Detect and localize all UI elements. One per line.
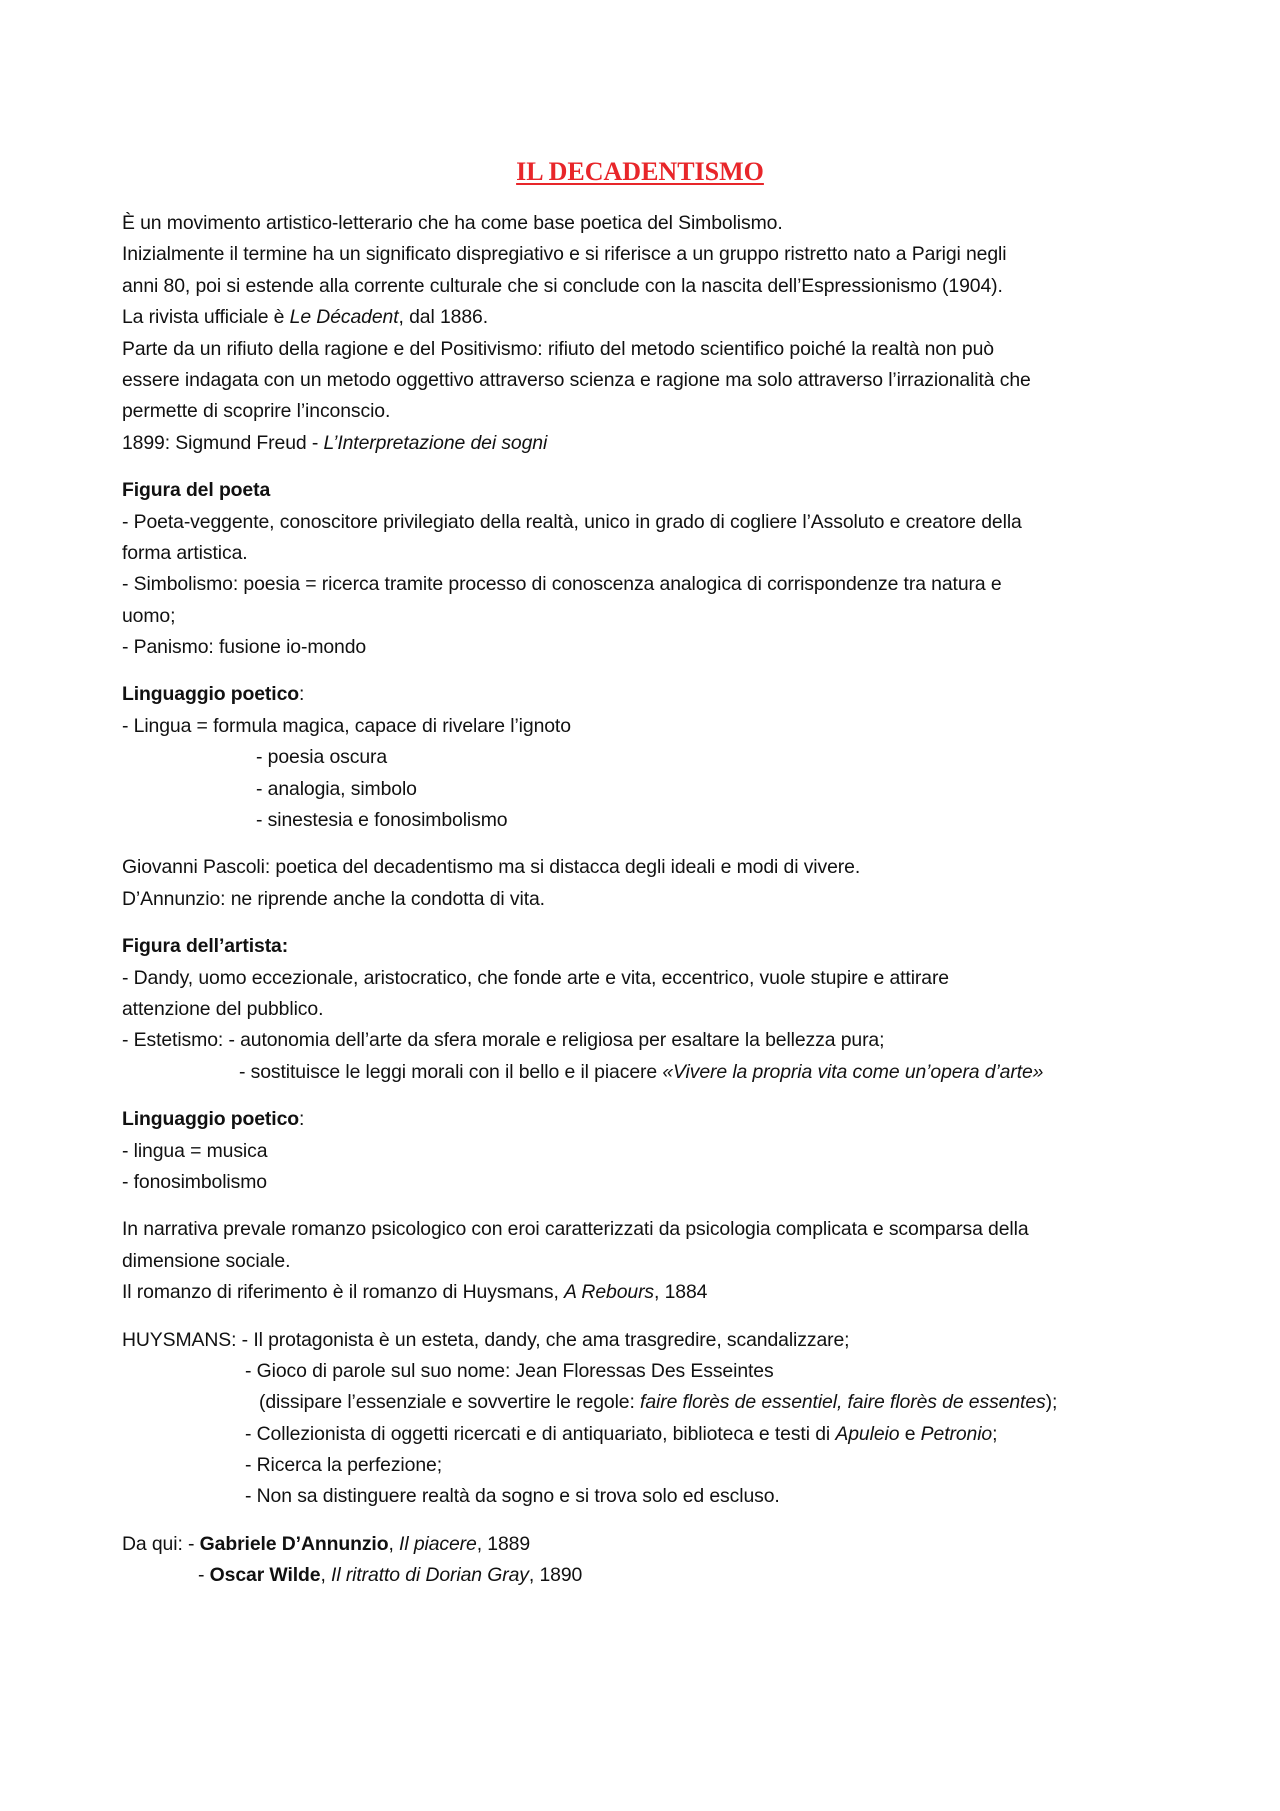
list-item: forma artistica. (122, 541, 248, 564)
text-span: , 1884 (654, 1281, 708, 1304)
author-name: Gabriele D’Annunzio (199, 1532, 389, 1555)
paragraph-line: Giovanni Pascoli: poetica del decadentismo ma si distacca degli ideali e modi di vivere. (122, 856, 861, 879)
heading-colon: : (299, 683, 305, 706)
list-item (122, 1529, 1202, 1560)
text-span: , (388, 1532, 400, 1555)
paragraph-line: Parte da un rifiuto della ragione e del Positivismo: rifiuto del metodo scientifico poiché la realtà non può (122, 337, 994, 360)
list-item: - Gioco di parole sul suo nome: Jean Floressas Des Esseintes (245, 1359, 774, 1382)
heading-colon: : (299, 1108, 305, 1131)
text-span: , (320, 1564, 332, 1587)
paragraph-line (122, 428, 1202, 459)
paragraph-line: È un movimento artistico-letterario che ha come base poetica del Simbolismo. (122, 212, 783, 234)
magazine-title: Le Décadent (289, 306, 399, 329)
book-title: A Rebours (564, 1281, 655, 1304)
paragraph-line: Inizialmente il termine ha un significato dispregiativo e si riferisce a un gruppo ristretto nato a Parigi negli (122, 243, 1007, 266)
list-item: - Poeta-veggente, conoscitore privilegiato della realtà, unico in grado di cogliere l’Assoluto e creatore della (122, 510, 1022, 533)
text-span: ; (992, 1422, 998, 1445)
list-item: attenzione del pubblico. (122, 997, 324, 1020)
section-heading: Figura dell’artista: (122, 935, 289, 958)
section-heading (122, 1104, 1202, 1135)
text-span: e (899, 1422, 921, 1445)
text-span: 1899: Sigmund Freud - (122, 431, 324, 454)
list-item: - Lingua = formula magica, capace di rivelare l’ignoto (122, 714, 571, 737)
list-item: - analogia, simbolo (256, 777, 417, 800)
list-item: uomo; (122, 604, 176, 627)
list-item: - Ricerca la perfezione; (245, 1454, 442, 1477)
text-span: Il romanzo di riferimento è il romanzo di Huysmans, (122, 1281, 565, 1304)
list-item: - Simbolismo: poesia = ricerca tramite processo di conoscenza analogica di corrispondenze tra natura e (122, 573, 1002, 596)
text-span: , 1890 (528, 1564, 583, 1587)
list-item: - fonosimbolismo (122, 1170, 267, 1193)
text-span: - Collezionista di oggetti ricercati e di antiquariato, biblioteca e testi di (245, 1422, 836, 1445)
list-item: - Estetismo: - autonomia dell’arte da sfera morale e religiosa per esaltare la bellezza pura; (122, 1029, 885, 1052)
list-item: - Non sa distinguere realtà da sogno e si trova solo ed escluso. (245, 1485, 780, 1508)
text-span: , dal 1886. (398, 306, 488, 329)
paragraph-line: D’Annunzio: ne riprende anche la condotta di vita. (122, 887, 545, 910)
paragraph-line: dimensione sociale. (122, 1249, 291, 1272)
quote: «Vivere la propria vita come un’opera d’arte» (662, 1060, 1044, 1083)
heading-text: Linguaggio poetico (122, 683, 300, 706)
list-item (122, 1560, 1202, 1591)
text-span: , 1889 (476, 1532, 531, 1555)
text-span: ); (1045, 1391, 1058, 1414)
text-span: - Il protagonista è un esteta, dandy, che ama trasgredire, scandalizzare; (241, 1328, 850, 1351)
paragraph-line: anni 80, poi si estende alla corrente culturale che si conclude con la nascita dell’Espressionismo (1904). (122, 274, 1003, 297)
huysmans-label: HUYSMANS: (122, 1328, 242, 1351)
section-heading: Figura del poeta (122, 479, 271, 502)
book-title: L’Interpretazione dei sogni (323, 431, 548, 454)
author-name: Apuleio (835, 1422, 900, 1445)
list-item (122, 1387, 1202, 1418)
list-item (122, 1325, 1202, 1356)
author-name: Petronio (920, 1422, 993, 1445)
text-span: La rivista ufficiale è (122, 306, 290, 329)
daqui-label: Da qui: - (122, 1532, 200, 1555)
list-item: - lingua = musica (122, 1139, 268, 1162)
list-item: - Panismo: fusione io-mondo (122, 636, 367, 659)
document-body (122, 208, 1202, 1592)
list-item (122, 1419, 1202, 1450)
text-span: (dissipare l’essenziale e sovvertire le regole: (259, 1391, 641, 1414)
paragraph-line (122, 302, 1202, 333)
book-title: Il piacere (399, 1532, 477, 1555)
book-title: Il ritratto di Dorian Gray (331, 1564, 529, 1587)
page-title: IL DECADENTISMO (516, 157, 764, 186)
list-item: - poesia oscura (256, 746, 388, 769)
wordplay: faire florès de essentiel, faire florès de essentes (640, 1391, 1046, 1414)
list-item (122, 1057, 1202, 1088)
author-name: Oscar Wilde (209, 1564, 321, 1587)
paragraph-line: essere indagata con un metodo oggettivo attraverso scienza e ragione ma solo attraverso l’irrazionalità che (122, 368, 1031, 391)
paragraph-line (122, 1277, 1202, 1308)
text-span: - (198, 1564, 210, 1587)
list-item: - sinestesia e fonosimbolismo (256, 809, 508, 832)
paragraph-line: In narrativa prevale romanzo psicologico con eroi caratterizzati da psicologia complicata e scomparsa della (122, 1218, 1029, 1241)
text-span: - sostituisce le leggi morali con il bello e il piacere (239, 1060, 663, 1083)
list-item: - Dandy, uomo eccezionale, aristocratico, che fonde arte e vita, eccentrico, vuole stupire e attirare (122, 966, 949, 989)
section-heading (122, 679, 1202, 710)
heading-text: Linguaggio poetico (122, 1108, 300, 1131)
paragraph-line: permette di scoprire l’inconscio. (122, 400, 391, 423)
